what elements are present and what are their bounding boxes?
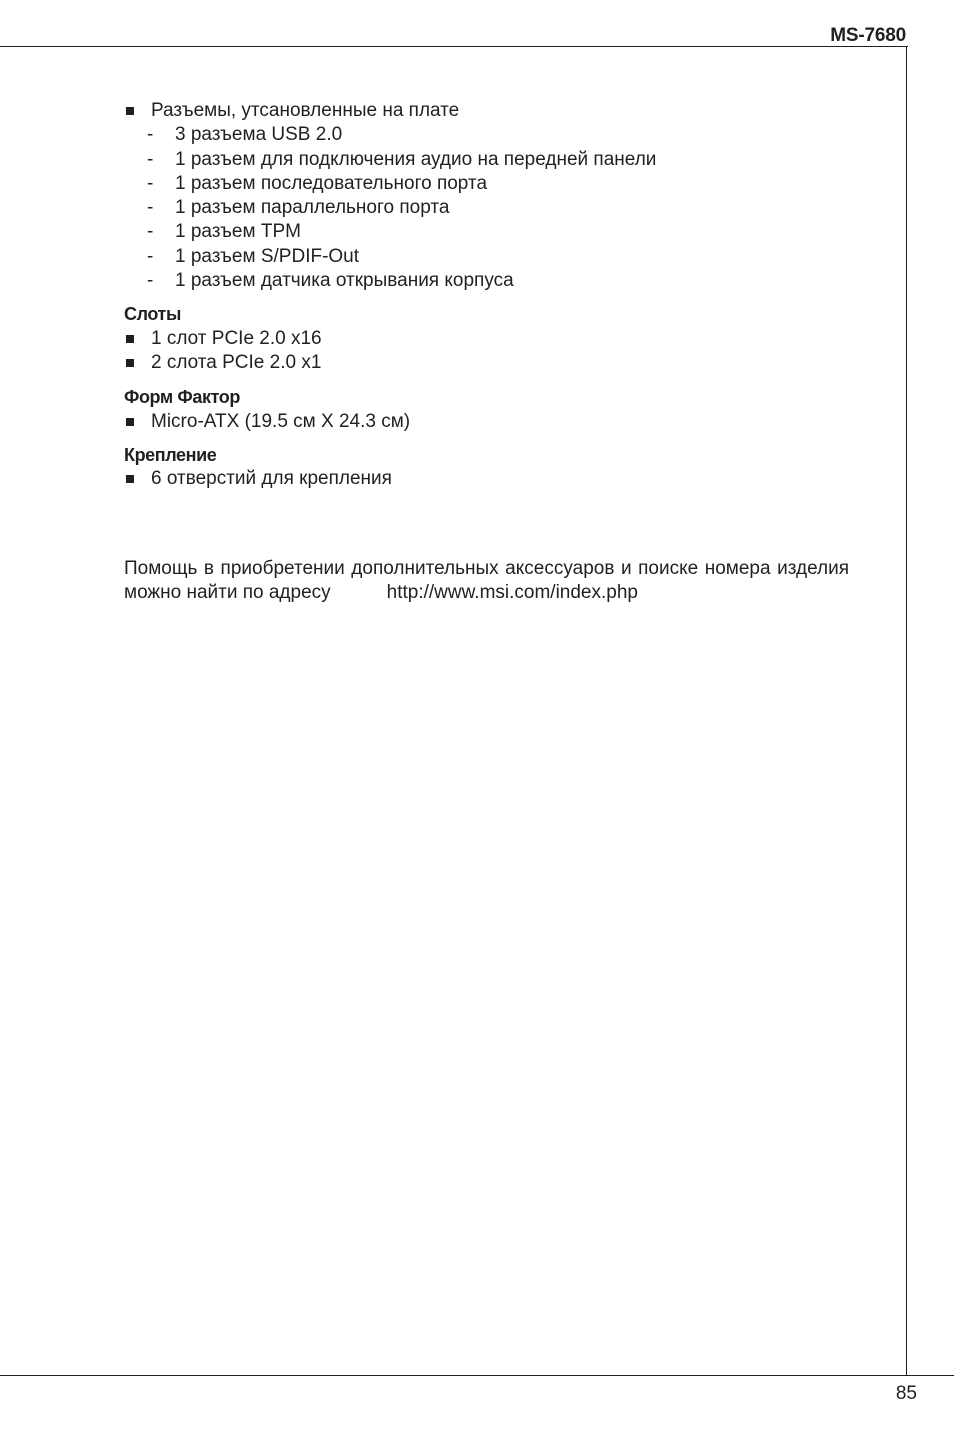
slot-item: 1 слот PCIe 2.0 x16 bbox=[124, 327, 849, 351]
form-factor-item: Micro-ATX (19.5 см X 24.3 см) bbox=[124, 410, 849, 434]
connector-item bbox=[124, 245, 849, 269]
header-rule bbox=[0, 46, 908, 47]
connector-item-label: 3 разъема USB 2.0 bbox=[175, 124, 343, 146]
info-text: Помощь в приобретении дополнительных аксессуаров и поиске номера изделия можно найти по адресу bbox=[124, 558, 849, 604]
slot-item: 2 слота PCIe 2.0 x1 bbox=[124, 351, 849, 375]
connector-item bbox=[124, 172, 849, 196]
dash-marker: - bbox=[147, 124, 154, 146]
dash-marker: - bbox=[147, 221, 154, 243]
footer-rule bbox=[0, 1375, 954, 1376]
dash-marker: - bbox=[147, 245, 154, 267]
support-url-link[interactable]: http://www.msi.com/index.php bbox=[386, 582, 638, 604]
connector-item bbox=[124, 123, 849, 147]
connector-item-label: 1 разъем S/PDIF-Out bbox=[175, 245, 360, 267]
connector-item bbox=[124, 269, 849, 293]
slots-heading: Слоты bbox=[124, 304, 181, 325]
dash-marker: - bbox=[147, 148, 154, 170]
connector-item-label: 1 разъем для подключения аудио на передней панели bbox=[175, 148, 657, 170]
connector-item-label: 1 разъем TPM bbox=[175, 221, 301, 243]
dash-marker: - bbox=[147, 270, 154, 292]
info-paragraph bbox=[124, 557, 849, 605]
connector-item-label: 1 разъем параллельного порта bbox=[175, 197, 450, 219]
mounting-heading: Крепление bbox=[124, 444, 217, 465]
mounting-item: 6 отверстий для крепления bbox=[124, 467, 849, 491]
form-factor-heading: Форм Фактор bbox=[124, 387, 240, 408]
dash-marker: - bbox=[147, 172, 154, 194]
connector-item-label: 1 разъем последовательного порта bbox=[175, 172, 488, 194]
connectors-bullet: Разъемы, утсановленные на плате bbox=[124, 99, 849, 123]
page-number: 85 bbox=[895, 1383, 917, 1404]
connector-item bbox=[124, 220, 849, 244]
dash-marker: - bbox=[147, 197, 154, 219]
connector-item-label: 1 разъем датчика открывания корпуса bbox=[175, 270, 514, 292]
model-name: MS-7680 bbox=[830, 25, 906, 46]
connector-item bbox=[124, 196, 849, 220]
side-rule bbox=[906, 46, 907, 1375]
page-content bbox=[124, 99, 849, 605]
connector-item bbox=[124, 148, 849, 172]
